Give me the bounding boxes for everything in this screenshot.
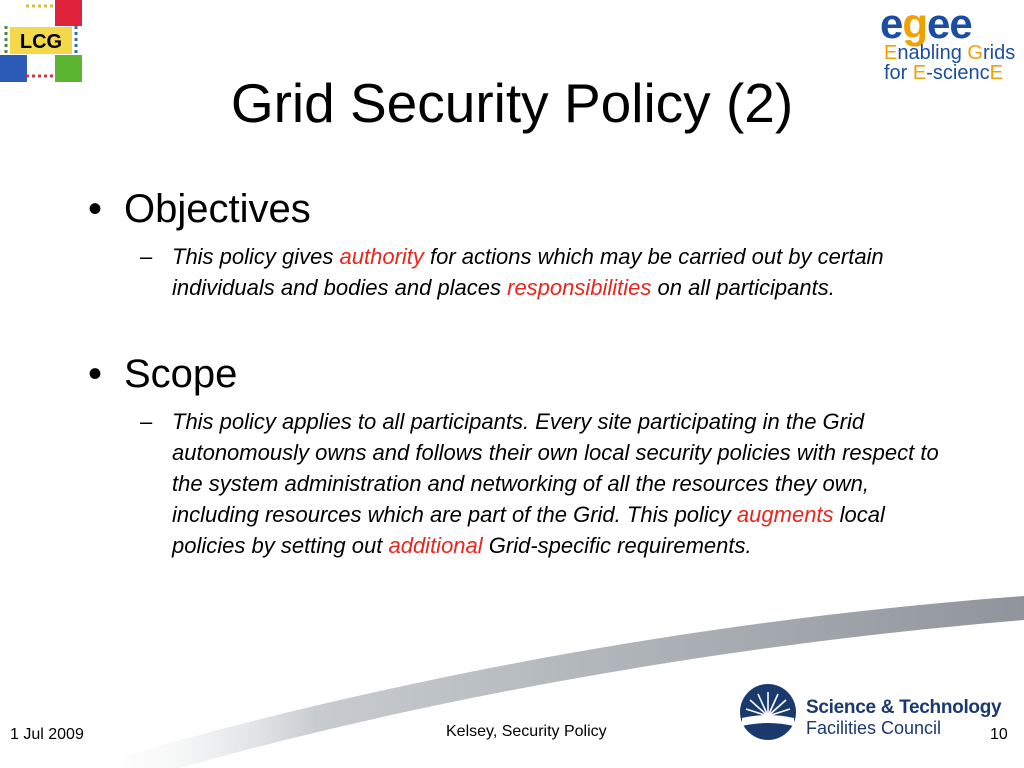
- stfc-logo-line2: Facilities Council: [806, 718, 942, 738]
- sub-bullet-scope: [140, 406, 940, 561]
- footer-page-number: 10: [990, 726, 1008, 743]
- egee-logo-wordmark: [880, 0, 972, 48]
- highlight-responsibilities: responsibilities: [507, 275, 652, 300]
- egee-logo-line1: Enabling Grids: [884, 42, 1016, 64]
- sub-bullet-symbol: –: [140, 409, 153, 434]
- bullet-symbol: •: [88, 187, 103, 231]
- bullet-scope-label: Scope: [124, 352, 238, 396]
- footer-presenter: Kelsey, Security Policy: [446, 723, 607, 740]
- egee-wordmark-e1: e: [880, 0, 903, 47]
- bullet-objectives: [88, 185, 311, 233]
- egee-wordmark-g: g: [902, 0, 928, 47]
- highlight-augments: augments: [736, 502, 834, 527]
- bullet-symbol: •: [88, 352, 103, 396]
- sub-bullet-objectives: [140, 241, 930, 303]
- bullet-scope: [88, 350, 237, 398]
- stfc-logo-line1: Science & Technology: [806, 697, 1002, 718]
- egee-logo-line2: for E-sciencE: [884, 62, 1003, 84]
- slide-title: Grid Security Policy (2): [230, 72, 794, 134]
- egee-wordmark-e2: ee: [927, 0, 972, 47]
- sub-bullet-objectives-text: This policy gives authority for actions which may be carried out by certain individuals and bodies and places responsibilities on all participants.: [172, 244, 884, 300]
- footer-date: 1 Jul 2009: [10, 726, 84, 743]
- decorative-swoosh: [0, 590, 1024, 768]
- highlight-additional: additional: [388, 533, 483, 558]
- bullet-objectives-label: Objectives: [124, 187, 311, 231]
- sub-bullet-scope-text: This policy applies to all participants. Every site participating in the Grid autonomously owns and follows their own local security policies with respect to the system administration and networking of all the resources they own, including resources which are part of the Grid. This policy augments local policies by setting out additional Grid-specific requirements.: [172, 409, 939, 558]
- lcg-logo-text: LCG: [19, 31, 63, 53]
- sub-bullet-symbol: –: [140, 244, 153, 269]
- stfc-logo-mark: [738, 682, 798, 742]
- highlight-authority: authority: [339, 244, 424, 269]
